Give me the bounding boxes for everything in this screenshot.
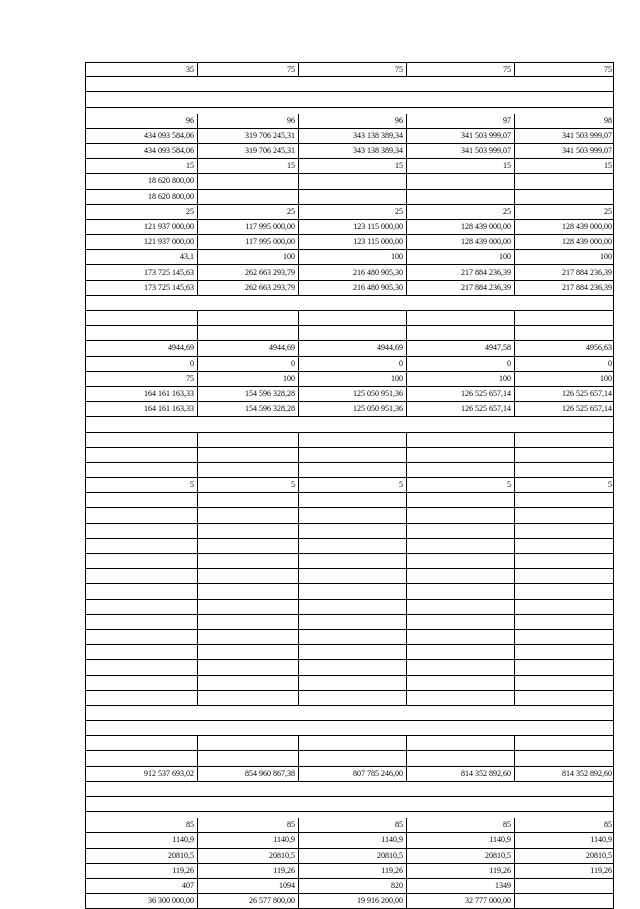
table-cell xyxy=(86,311,197,325)
table-cell xyxy=(86,645,197,659)
table-cell: 912 537 693,02 xyxy=(144,768,194,778)
table-cell: 1140,9 xyxy=(172,835,194,845)
table-cell xyxy=(197,584,298,598)
table-row xyxy=(85,129,614,144)
table-cell xyxy=(406,554,514,568)
table-cell xyxy=(86,539,197,553)
table-cell: 173 725 145,63 xyxy=(144,267,194,277)
table-row xyxy=(85,493,614,508)
table-cell: 341 503 999,07 xyxy=(514,144,615,158)
table-cell: 173 725 145,63 xyxy=(144,282,194,292)
table-cell xyxy=(406,433,514,447)
table-row xyxy=(85,751,614,766)
table-cell xyxy=(514,493,615,507)
table-cell xyxy=(197,539,298,553)
table-cell: 5 xyxy=(406,478,514,492)
table-row xyxy=(85,630,614,645)
table-cell: 85 xyxy=(514,818,615,832)
table-cell: 96 xyxy=(298,114,406,128)
table-cell xyxy=(86,524,197,538)
table-cell xyxy=(86,600,197,614)
table-cell: 164 161 163,33 xyxy=(144,404,194,414)
table-cell: 119,26 xyxy=(406,864,514,878)
table-cell: 100 xyxy=(406,372,514,386)
table-cell: 217 884 236,39 xyxy=(406,281,514,295)
table-cell xyxy=(86,751,197,765)
table-cell: 121 937 000,00 xyxy=(144,237,194,247)
table-row xyxy=(85,174,614,189)
table-cell: 319 706 245,31 xyxy=(197,144,298,158)
table-cell: 0 xyxy=(406,357,514,371)
table-cell: 26 577 800,00 xyxy=(197,894,298,908)
table-cell: 15 xyxy=(406,159,514,173)
table-cell xyxy=(197,190,298,204)
table-row xyxy=(85,600,614,615)
table-cell xyxy=(197,751,298,765)
table-cell: 0 xyxy=(514,357,615,371)
table-cell xyxy=(514,615,615,629)
table-cell: 4944,69 xyxy=(298,341,406,355)
table-cell: 85 xyxy=(197,818,298,832)
table-row xyxy=(85,554,614,569)
table-cell xyxy=(197,691,298,705)
table-cell: 126 525 657,14 xyxy=(406,387,514,401)
table-cell: 0 xyxy=(298,357,406,371)
table-cell xyxy=(514,508,615,522)
table-cell xyxy=(514,326,615,340)
table-row xyxy=(85,205,614,220)
table-cell: 5 xyxy=(514,478,615,492)
table-cell xyxy=(514,569,615,583)
table-row xyxy=(85,676,614,691)
table-cell xyxy=(514,676,615,690)
table-cell: 15 xyxy=(514,159,615,173)
table-cell: 100 xyxy=(406,250,514,264)
table-cell: 119,26 xyxy=(514,864,615,878)
table-cell: 75 xyxy=(298,63,406,76)
table-cell: 217 884 236,39 xyxy=(514,281,615,295)
table-cell xyxy=(298,569,406,583)
table-cell xyxy=(86,615,197,629)
table-row xyxy=(85,341,614,356)
table-cell: 100 xyxy=(197,372,298,386)
table-cell: 96 xyxy=(186,115,194,125)
table-cell xyxy=(406,645,514,659)
table-cell: 117 995 000,00 xyxy=(197,235,298,249)
table-cell: 18 620 800,00 xyxy=(148,176,194,186)
table-cell xyxy=(197,736,298,750)
table-cell xyxy=(86,569,197,583)
table-row xyxy=(85,894,614,909)
table-cell: 119,26 xyxy=(172,865,194,875)
table-cell xyxy=(406,174,514,188)
table-cell: 20810,5 xyxy=(168,850,194,860)
table-cell: 854 960 867,38 xyxy=(197,767,298,781)
table-cell xyxy=(197,524,298,538)
table-cell: 126 525 657,14 xyxy=(406,402,514,416)
table-cell: 96 xyxy=(197,114,298,128)
table-cell xyxy=(86,326,197,340)
table-cell: 343 138 389,34 xyxy=(298,144,406,158)
table-cell: 25 xyxy=(298,205,406,219)
table-cell xyxy=(406,584,514,598)
table-cell xyxy=(298,448,406,462)
table-row xyxy=(85,584,614,599)
table-cell xyxy=(406,508,514,522)
table-cell xyxy=(86,584,197,598)
table-row xyxy=(85,265,614,280)
table-row xyxy=(85,372,614,387)
table-cell xyxy=(514,463,615,477)
table-cell: 341 503 999,07 xyxy=(514,129,615,143)
table-cell: 121 937 000,00 xyxy=(144,221,194,231)
table-cell: 75 xyxy=(197,63,298,76)
table-cell: 5 xyxy=(190,480,194,490)
table-cell: 216 480 905,30 xyxy=(298,265,406,279)
table-cell xyxy=(406,691,514,705)
table-cell xyxy=(406,493,514,507)
table-row xyxy=(85,114,614,129)
table-cell xyxy=(197,448,298,462)
table-cell: 216 480 905,30 xyxy=(298,281,406,295)
table-row xyxy=(85,357,614,372)
table-cell: 119,26 xyxy=(197,864,298,878)
table-cell xyxy=(86,630,197,644)
table-cell xyxy=(514,174,615,188)
table-cell: 4944,69 xyxy=(197,341,298,355)
table-cell xyxy=(86,433,197,447)
table-row xyxy=(85,463,614,478)
table-cell xyxy=(197,463,298,477)
table-band-row xyxy=(85,417,614,432)
table-cell xyxy=(514,584,615,598)
table-row xyxy=(85,448,614,463)
table-cell: 262 663 293,79 xyxy=(197,281,298,295)
table-cell: 343 138 389,34 xyxy=(298,129,406,143)
table-cell: 1094 xyxy=(197,879,298,893)
table-cell xyxy=(406,630,514,644)
table-row xyxy=(85,235,614,250)
table-row xyxy=(85,326,614,341)
table-cell: 20810,5 xyxy=(514,849,615,863)
table-cell xyxy=(406,326,514,340)
table-cell: 100 xyxy=(514,372,615,386)
table-cell xyxy=(514,751,615,765)
table-cell: 18 620 800,00 xyxy=(148,191,194,201)
table-row xyxy=(85,402,614,417)
table-cell xyxy=(514,660,615,674)
table-cell xyxy=(514,736,615,750)
table-cell xyxy=(86,448,197,462)
table-cell: 1140,9 xyxy=(406,833,514,847)
table-cell xyxy=(514,554,615,568)
table-cell xyxy=(406,615,514,629)
table-cell xyxy=(298,493,406,507)
table-row xyxy=(85,281,614,296)
table-cell: 154 596 328,28 xyxy=(197,402,298,416)
table-cell: 125 050 951,36 xyxy=(298,387,406,401)
table-cell xyxy=(197,174,298,188)
table-cell xyxy=(406,569,514,583)
table-cell xyxy=(406,676,514,690)
table-row xyxy=(85,569,614,584)
table-cell: 1140,9 xyxy=(514,833,615,847)
table-row xyxy=(85,879,614,894)
table-cell: 100 xyxy=(197,250,298,264)
table-cell: 4944,69 xyxy=(168,343,194,353)
table-cell xyxy=(298,433,406,447)
table-row xyxy=(85,478,614,493)
table-cell: 43,1 xyxy=(180,252,194,262)
table-cell: 217 884 236,39 xyxy=(514,265,615,279)
table-cell xyxy=(197,493,298,507)
table-cell: 85 xyxy=(406,818,514,832)
table-cell: 100 xyxy=(298,372,406,386)
table-cell: 85 xyxy=(186,820,194,830)
table-cell xyxy=(197,630,298,644)
table-row xyxy=(85,767,614,782)
table-row xyxy=(85,818,614,833)
table-cell: 75 xyxy=(186,373,194,383)
table-cell xyxy=(298,600,406,614)
table-cell xyxy=(86,660,197,674)
table-cell xyxy=(86,463,197,477)
table-cell xyxy=(197,645,298,659)
table-cell xyxy=(406,539,514,553)
table-cell: 319 706 245,31 xyxy=(197,129,298,143)
table-cell xyxy=(514,894,615,908)
table-cell: 128 439 000,00 xyxy=(406,220,514,234)
table-row xyxy=(85,311,614,326)
table-cell xyxy=(298,508,406,522)
table-cell: 341 503 999,07 xyxy=(406,129,514,143)
table-cell: 98 xyxy=(514,114,615,128)
table-cell: 128 439 000,00 xyxy=(406,235,514,249)
table-cell xyxy=(514,645,615,659)
table-cell xyxy=(406,660,514,674)
table-band-row xyxy=(85,721,614,736)
table-cell xyxy=(197,615,298,629)
table-band-row xyxy=(85,296,614,311)
table-cell xyxy=(298,660,406,674)
table-cell: 807 785 246,00 xyxy=(298,767,406,781)
table-cell: 5 xyxy=(298,478,406,492)
table-cell xyxy=(514,311,615,325)
table-cell: 4956,63 xyxy=(514,341,615,355)
table-cell: 434 093 584,06 xyxy=(144,146,194,156)
table-band-row xyxy=(85,92,614,107)
table-cell: 407 xyxy=(182,881,194,891)
table-cell: 75 xyxy=(406,63,514,76)
table-cell xyxy=(514,691,615,705)
table-cell: 117 995 000,00 xyxy=(197,220,298,234)
table-row xyxy=(85,190,614,205)
table-cell: 25 xyxy=(197,205,298,219)
table-cell xyxy=(86,676,197,690)
table-row xyxy=(85,864,614,879)
table-cell xyxy=(298,676,406,690)
table-cell: 128 439 000,00 xyxy=(514,220,615,234)
table-cell: 15 xyxy=(186,161,194,171)
table-cell xyxy=(86,691,197,705)
table-cell: 814 352 892,60 xyxy=(406,767,514,781)
table-cell xyxy=(514,600,615,614)
table-cell: 32 777 000,00 xyxy=(406,894,514,908)
table-row xyxy=(85,660,614,675)
table-cell: 126 525 657,14 xyxy=(514,402,615,416)
table-cell: 20810,5 xyxy=(197,849,298,863)
table-row xyxy=(85,833,614,848)
table-cell: 820 xyxy=(298,879,406,893)
table-cell: 36 300 000,00 xyxy=(148,896,194,906)
table-cell: 85 xyxy=(298,818,406,832)
table-cell xyxy=(86,493,197,507)
table-cell: 1140,9 xyxy=(298,833,406,847)
table-cell: 100 xyxy=(298,250,406,264)
table-cell: 25 xyxy=(186,206,194,216)
table-cell xyxy=(406,600,514,614)
table-row xyxy=(85,62,614,77)
table-cell xyxy=(514,630,615,644)
table-cell: 5 xyxy=(197,478,298,492)
table-band-row xyxy=(85,797,614,812)
table-cell xyxy=(197,660,298,674)
table-band-row xyxy=(85,77,614,92)
table-cell: 128 439 000,00 xyxy=(514,235,615,249)
table-cell xyxy=(514,539,615,553)
data-table xyxy=(85,62,614,909)
table-row xyxy=(85,250,614,265)
table-cell: 19 916 200,00 xyxy=(298,894,406,908)
table-row xyxy=(85,508,614,523)
table-row xyxy=(85,144,614,159)
table-cell xyxy=(298,615,406,629)
table-cell: 217 884 236,39 xyxy=(406,265,514,279)
table-cell: 20810,5 xyxy=(298,849,406,863)
table-cell xyxy=(298,539,406,553)
table-cell xyxy=(514,433,615,447)
table-cell xyxy=(514,524,615,538)
table-cell xyxy=(298,326,406,340)
table-cell xyxy=(197,676,298,690)
table-cell xyxy=(298,554,406,568)
table-cell: 35 xyxy=(186,64,194,74)
table-row xyxy=(85,524,614,539)
table-cell xyxy=(197,311,298,325)
table-cell xyxy=(298,311,406,325)
table-cell: 341 503 999,07 xyxy=(406,144,514,158)
table-cell: 262 663 293,79 xyxy=(197,265,298,279)
table-cell: 1349 xyxy=(406,879,514,893)
table-cell xyxy=(406,448,514,462)
table-row xyxy=(85,849,614,864)
table-cell: 1140,9 xyxy=(197,833,298,847)
table-cell xyxy=(86,508,197,522)
table-cell xyxy=(86,736,197,750)
table-cell: 0 xyxy=(197,357,298,371)
table-cell: 123 115 000,00 xyxy=(298,235,406,249)
table-cell xyxy=(86,554,197,568)
table-cell xyxy=(406,751,514,765)
table-cell: 0 xyxy=(190,358,194,368)
table-row xyxy=(85,539,614,554)
table-cell xyxy=(298,463,406,477)
table-cell xyxy=(514,879,615,893)
table-cell xyxy=(406,190,514,204)
table-cell: 15 xyxy=(298,159,406,173)
table-row xyxy=(85,387,614,402)
table-band-row xyxy=(85,782,614,797)
table-cell: 97 xyxy=(406,114,514,128)
table-cell: 119,26 xyxy=(298,864,406,878)
table-cell: 15 xyxy=(197,159,298,173)
table-cell: 100 xyxy=(514,250,615,264)
table-cell xyxy=(197,600,298,614)
table-cell: 123 115 000,00 xyxy=(298,220,406,234)
table-cell: 814 352 892,60 xyxy=(514,767,615,781)
table-row xyxy=(85,159,614,174)
table-cell xyxy=(298,691,406,705)
table-cell: 20810,5 xyxy=(406,849,514,863)
table-row xyxy=(85,433,614,448)
table-cell xyxy=(298,736,406,750)
table-cell: 4947,58 xyxy=(406,341,514,355)
table-row xyxy=(85,645,614,660)
table-row xyxy=(85,220,614,235)
table-cell xyxy=(197,508,298,522)
table-cell: 434 093 584,06 xyxy=(144,130,194,140)
table-cell: 126 525 657,14 xyxy=(514,387,615,401)
table-cell xyxy=(406,463,514,477)
table-cell xyxy=(514,448,615,462)
table-cell xyxy=(406,524,514,538)
table-cell xyxy=(197,569,298,583)
table-cell xyxy=(197,433,298,447)
table-cell: 25 xyxy=(406,205,514,219)
table-cell xyxy=(197,326,298,340)
table-cell xyxy=(298,584,406,598)
table-cell xyxy=(298,190,406,204)
table-cell xyxy=(406,311,514,325)
table-row xyxy=(85,691,614,706)
table-cell xyxy=(298,524,406,538)
table-cell: 164 161 163,33 xyxy=(144,389,194,399)
table-row xyxy=(85,615,614,630)
table-cell xyxy=(298,751,406,765)
table-row xyxy=(85,736,614,751)
table-cell: 154 596 328,28 xyxy=(197,387,298,401)
table-cell xyxy=(298,174,406,188)
table-cell: 75 xyxy=(514,63,615,76)
table-cell xyxy=(298,630,406,644)
table-cell xyxy=(298,645,406,659)
table-cell: 125 050 951,36 xyxy=(298,402,406,416)
table-cell xyxy=(406,736,514,750)
table-cell: 25 xyxy=(514,205,615,219)
table-band-row xyxy=(85,706,614,721)
table-cell xyxy=(197,554,298,568)
table-cell xyxy=(514,190,615,204)
